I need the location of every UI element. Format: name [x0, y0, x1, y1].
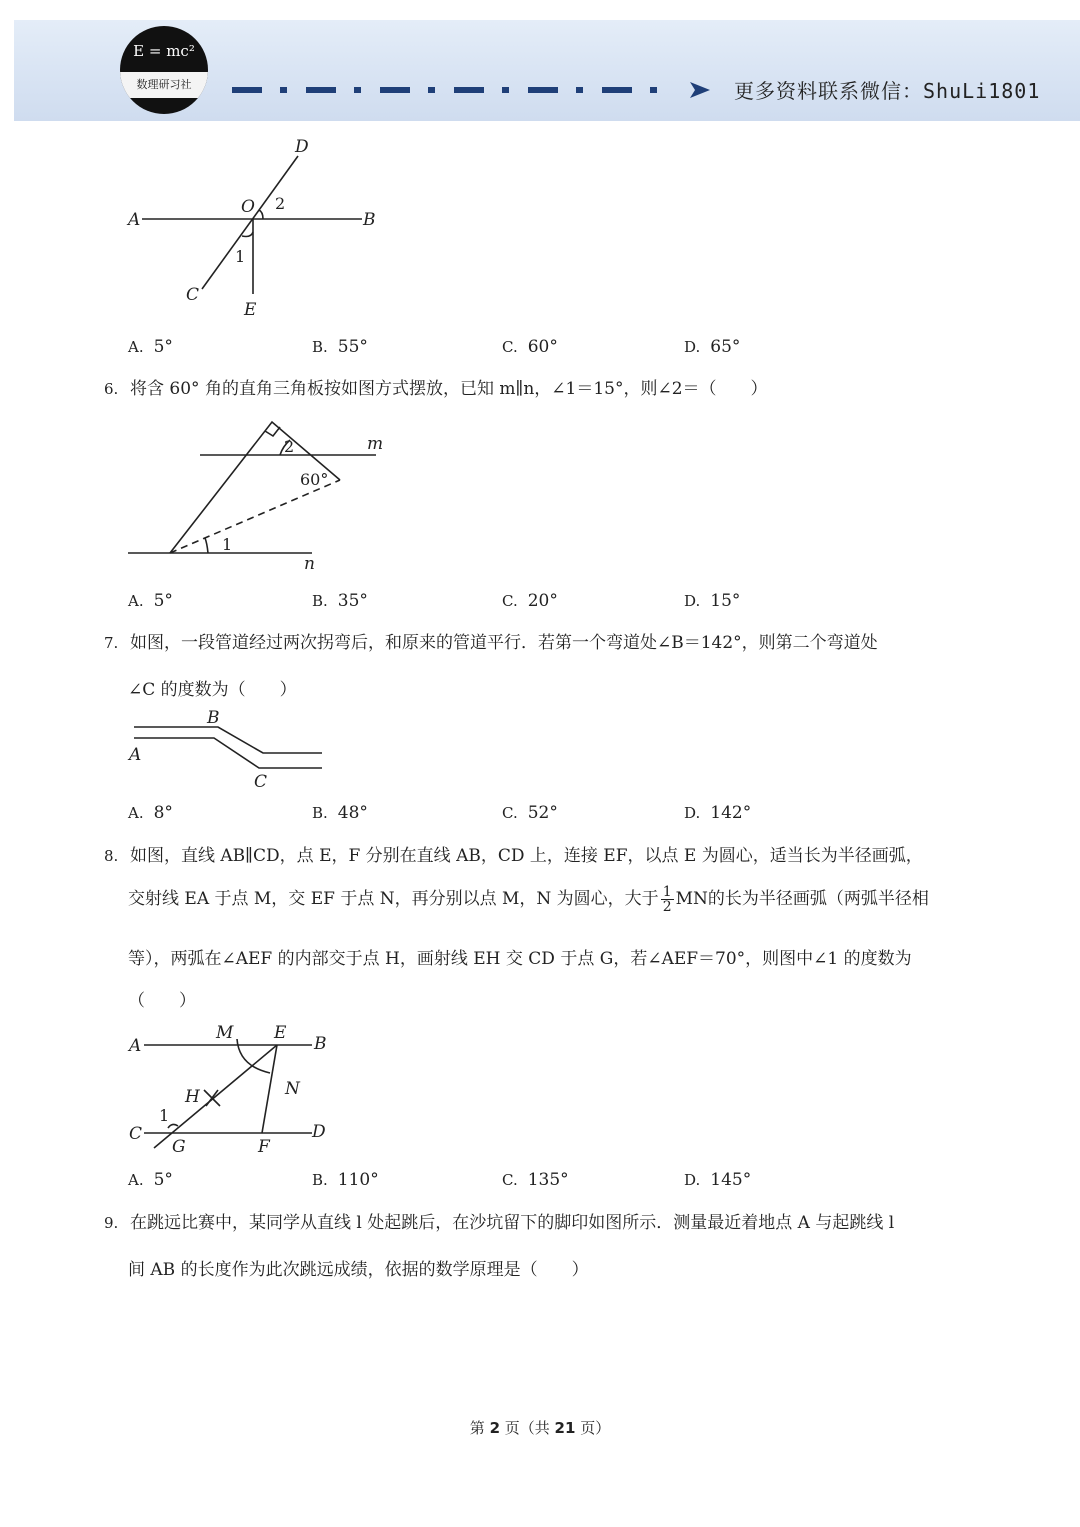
q8-label-E: E — [274, 1023, 287, 1043]
dashed-arrow-decoration — [232, 82, 732, 98]
total-pages: 21 — [554, 1419, 576, 1437]
q7-figure — [122, 705, 332, 795]
q7-label-C: C — [254, 772, 268, 792]
q8-label-angle1: 1 — [159, 1106, 170, 1125]
q5-label-C: C — [186, 285, 200, 305]
q7-label-B: B — [207, 708, 220, 728]
q8-option-d[interactable]: D. 145° — [684, 1170, 752, 1190]
q6-label-angle60: 60° — [300, 470, 329, 489]
q6-label-angle1: 1 — [222, 535, 233, 554]
q8-option-b[interactable]: B. 110° — [312, 1170, 379, 1190]
q8-stem-line4: （ ） — [128, 991, 196, 1011]
q8-label-N: N — [285, 1079, 300, 1099]
q5-label-E: E — [244, 300, 257, 320]
q5-option-a[interactable]: A. 5° — [128, 337, 173, 357]
q5-label-angle1: 1 — [235, 247, 246, 266]
current-page: 2 — [489, 1419, 500, 1437]
q8-label-G: G — [172, 1137, 186, 1157]
logo — [120, 26, 208, 114]
q5-option-b[interactable]: B. 55° — [312, 337, 368, 357]
q6-option-d[interactable]: D. 15° — [684, 591, 741, 611]
q5-label-D: D — [295, 137, 309, 157]
q8-label-H: H — [185, 1087, 200, 1107]
q6-option-c[interactable]: C. 20° — [502, 591, 558, 611]
q5-option-d[interactable]: D. 65° — [684, 337, 741, 357]
q7-option-b[interactable]: B. 48° — [312, 803, 368, 823]
q8-label-B: B — [314, 1034, 327, 1054]
q8-stem-line3: 等），两弧在∠AEF 的内部交于点 H，画射线 EH 交 CD 于点 G，若∠AEF＝70°，则图中∠1 的度数为 — [128, 949, 912, 969]
q8-option-a[interactable]: A. 5° — [128, 1170, 173, 1190]
q8-stem-line2: 交射线 EA 于点 M，交 EF 于点 N，再分别以点 M，N 为圆心，大于 $\frac{1}{2}$ MN的长为半径画弧（两弧半径相 — [128, 884, 929, 915]
logo-formula: E = mc² — [133, 42, 195, 60]
page-header — [14, 20, 1080, 121]
q5-label-B: B — [363, 210, 376, 230]
q7-option-c[interactable]: C. 52° — [502, 803, 558, 823]
q6-option-a[interactable]: A. 5° — [128, 591, 173, 611]
q8-label-C: C — [129, 1124, 143, 1144]
q8-label-D: D — [312, 1122, 326, 1142]
q7-option-a[interactable]: A. 8° — [128, 803, 173, 823]
q5-label-A: A — [128, 210, 141, 230]
q9-stem-line1: 9. 在跳远比赛中，某同学从直线 l 处起跳后，在沙坑留下的脚印如图所示．测量最近着地点 A 与起跳线 l — [104, 1213, 895, 1233]
q6-stem: 6. 将含 60° 角的直角三角板按如图方式摆放，已知 m∥n，∠1＝15°，则∠2＝（ ） — [104, 379, 768, 399]
contact-info: 更多资料联系微信：ShuLi1801 — [734, 79, 1041, 103]
q6-label-m: m — [367, 434, 384, 454]
page-footer: 第 2 页（共 21 页） — [469, 1419, 611, 1437]
q5-option-c[interactable]: C. 60° — [502, 337, 558, 357]
q8-figure — [122, 1018, 342, 1158]
half-fraction: $\frac{1}{2}$ — [662, 884, 672, 915]
q6-option-b[interactable]: B. 35° — [312, 591, 368, 611]
q5-label-angle2: 2 — [275, 194, 286, 213]
q5-figure — [120, 132, 390, 327]
q6-label-n: n — [304, 554, 315, 574]
q7-label-A: A — [129, 745, 142, 765]
q8-stem-line1: 8. 如图，直线 AB∥CD，点 E，F 分别在直线 AB，CD 上，连接 EF，以点 E 为圆心，适当长为半径画弧， — [104, 846, 923, 866]
logo-name: 数理研习社 — [120, 72, 208, 98]
q7-stem-line1: 7. 如图，一段管道经过两次拐弯后，和原来的管道平行．若第一个弯道处∠B＝142°，则第二个弯道处 — [104, 633, 878, 653]
q8-label-M: M — [216, 1023, 234, 1043]
q6-figure — [120, 412, 395, 577]
q5-label-O: O — [241, 197, 255, 217]
q8-option-c[interactable]: C. 135° — [502, 1170, 569, 1190]
q6-label-angle2: 2 — [284, 437, 295, 456]
q7-stem-line2: ∠C 的度数为（ ） — [128, 680, 297, 700]
q8-label-F: F — [258, 1137, 270, 1157]
q7-option-d[interactable]: D. 142° — [684, 803, 752, 823]
q8-label-A: A — [129, 1036, 142, 1056]
q9-stem-line2: 间 AB 的长度作为此次跳远成绩，依据的数学原理是（ ） — [128, 1260, 589, 1280]
